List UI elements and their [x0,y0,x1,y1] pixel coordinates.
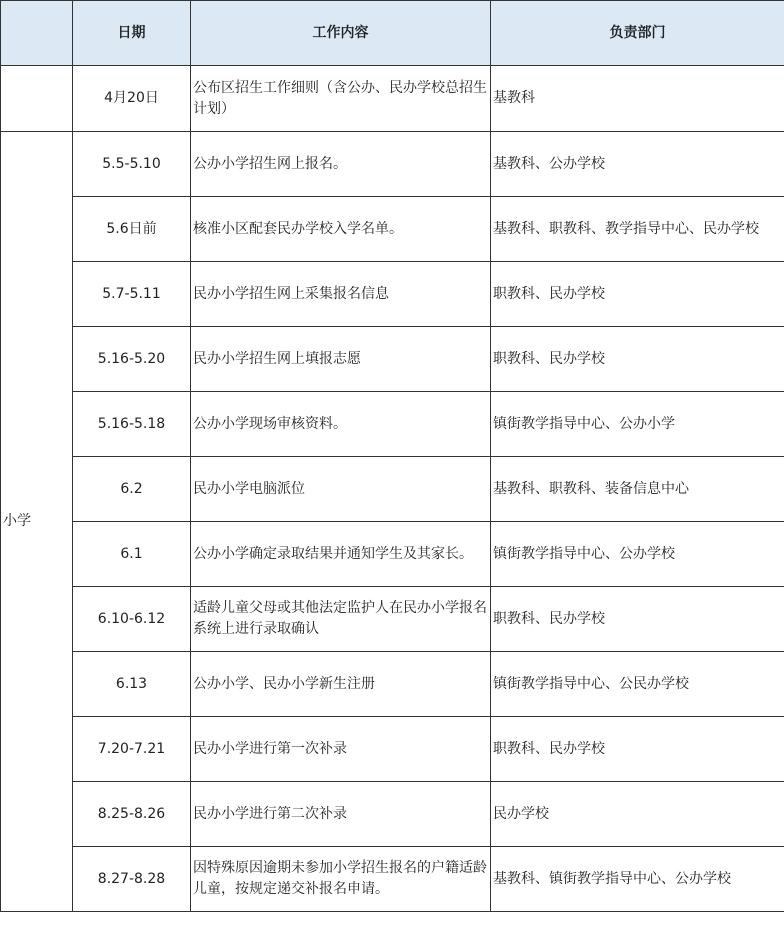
content-cell: 核准小区配套民办学校入学名单。 [191,197,491,262]
header-date: 日期 [73,1,191,66]
header-category [1,1,73,66]
dept-cell: 民办学校 [491,782,784,847]
dept-cell: 职教科、民办学校 [491,327,784,392]
date-cell: 5.16-5.18 [73,392,191,457]
dept-cell: 基教科、职教科、教学指导中心、民办学校 [491,197,784,262]
content-cell: 公布区招生工作细则（含公办、民办学校总招生计划） [191,66,491,132]
table-row [1,457,784,522]
date-cell: 4月20日 [73,66,191,132]
content-cell: 民办小学进行第一次补录 [191,717,491,782]
dept-cell: 职教科、民办学校 [491,717,784,782]
content-cell: 因特殊原因逾期未参加小学招生报名的户籍适龄儿童，按规定递交补报名申请。 [191,847,491,912]
content-cell: 公办小学招生网上报名。 [191,132,491,197]
dept-cell: 镇街教学指导中心、公办小学 [491,392,784,457]
table-row [1,132,784,197]
table-row [1,717,784,782]
dept-cell: 基教科 [491,66,784,132]
header-content: 工作内容 [191,1,491,66]
date-cell: 6.10-6.12 [73,587,191,652]
date-cell: 8.25-8.26 [73,782,191,847]
date-cell: 6.13 [73,652,191,717]
date-cell: 6.1 [73,522,191,587]
category-cell [1,66,73,132]
content-cell: 公办小学、民办小学新生注册 [191,652,491,717]
dept-cell: 镇街教学指导中心、公办学校 [491,522,784,587]
dept-cell: 基教科、镇街教学指导中心、公办学校 [491,847,784,912]
group-label-cell: 小学 [1,132,73,912]
dept-cell: 职教科、民办学校 [491,587,784,652]
content-cell: 公办小学现场审核资料。 [191,392,491,457]
content-cell: 适龄儿童父母或其他法定监护人在民办小学报名系统上进行录取确认 [191,587,491,652]
date-cell: 6.2 [73,457,191,522]
table-row [1,66,784,132]
date-cell: 5.5-5.10 [73,132,191,197]
table-row [1,327,784,392]
content-cell: 公办小学确定录取结果并通知学生及其家长。 [191,522,491,587]
date-cell: 5.6日前 [73,197,191,262]
dept-cell: 职教科、民办学校 [491,262,784,327]
date-cell: 5.7-5.11 [73,262,191,327]
dept-cell: 基教科、公办学校 [491,132,784,197]
table-row [1,782,784,847]
content-cell: 民办小学电脑派位 [191,457,491,522]
header-row [1,1,784,66]
dept-cell: 镇街教学指导中心、公民办学校 [491,652,784,717]
table-row [1,197,784,262]
date-cell: 8.27-8.28 [73,847,191,912]
header-dept: 负责部门 [491,1,784,66]
content-cell: 民办小学招生网上采集报名信息 [191,262,491,327]
table-row [1,587,784,652]
table-row [1,847,784,912]
table-row [1,392,784,457]
table-row [1,652,784,717]
date-cell: 5.16-5.20 [73,327,191,392]
dept-cell: 基教科、职教科、装备信息中心 [491,457,784,522]
date-cell: 7.20-7.21 [73,717,191,782]
table-row [1,262,784,327]
content-cell: 民办小学招生网上填报志愿 [191,327,491,392]
table-row [1,522,784,587]
content-cell: 民办小学进行第二次补录 [191,782,491,847]
